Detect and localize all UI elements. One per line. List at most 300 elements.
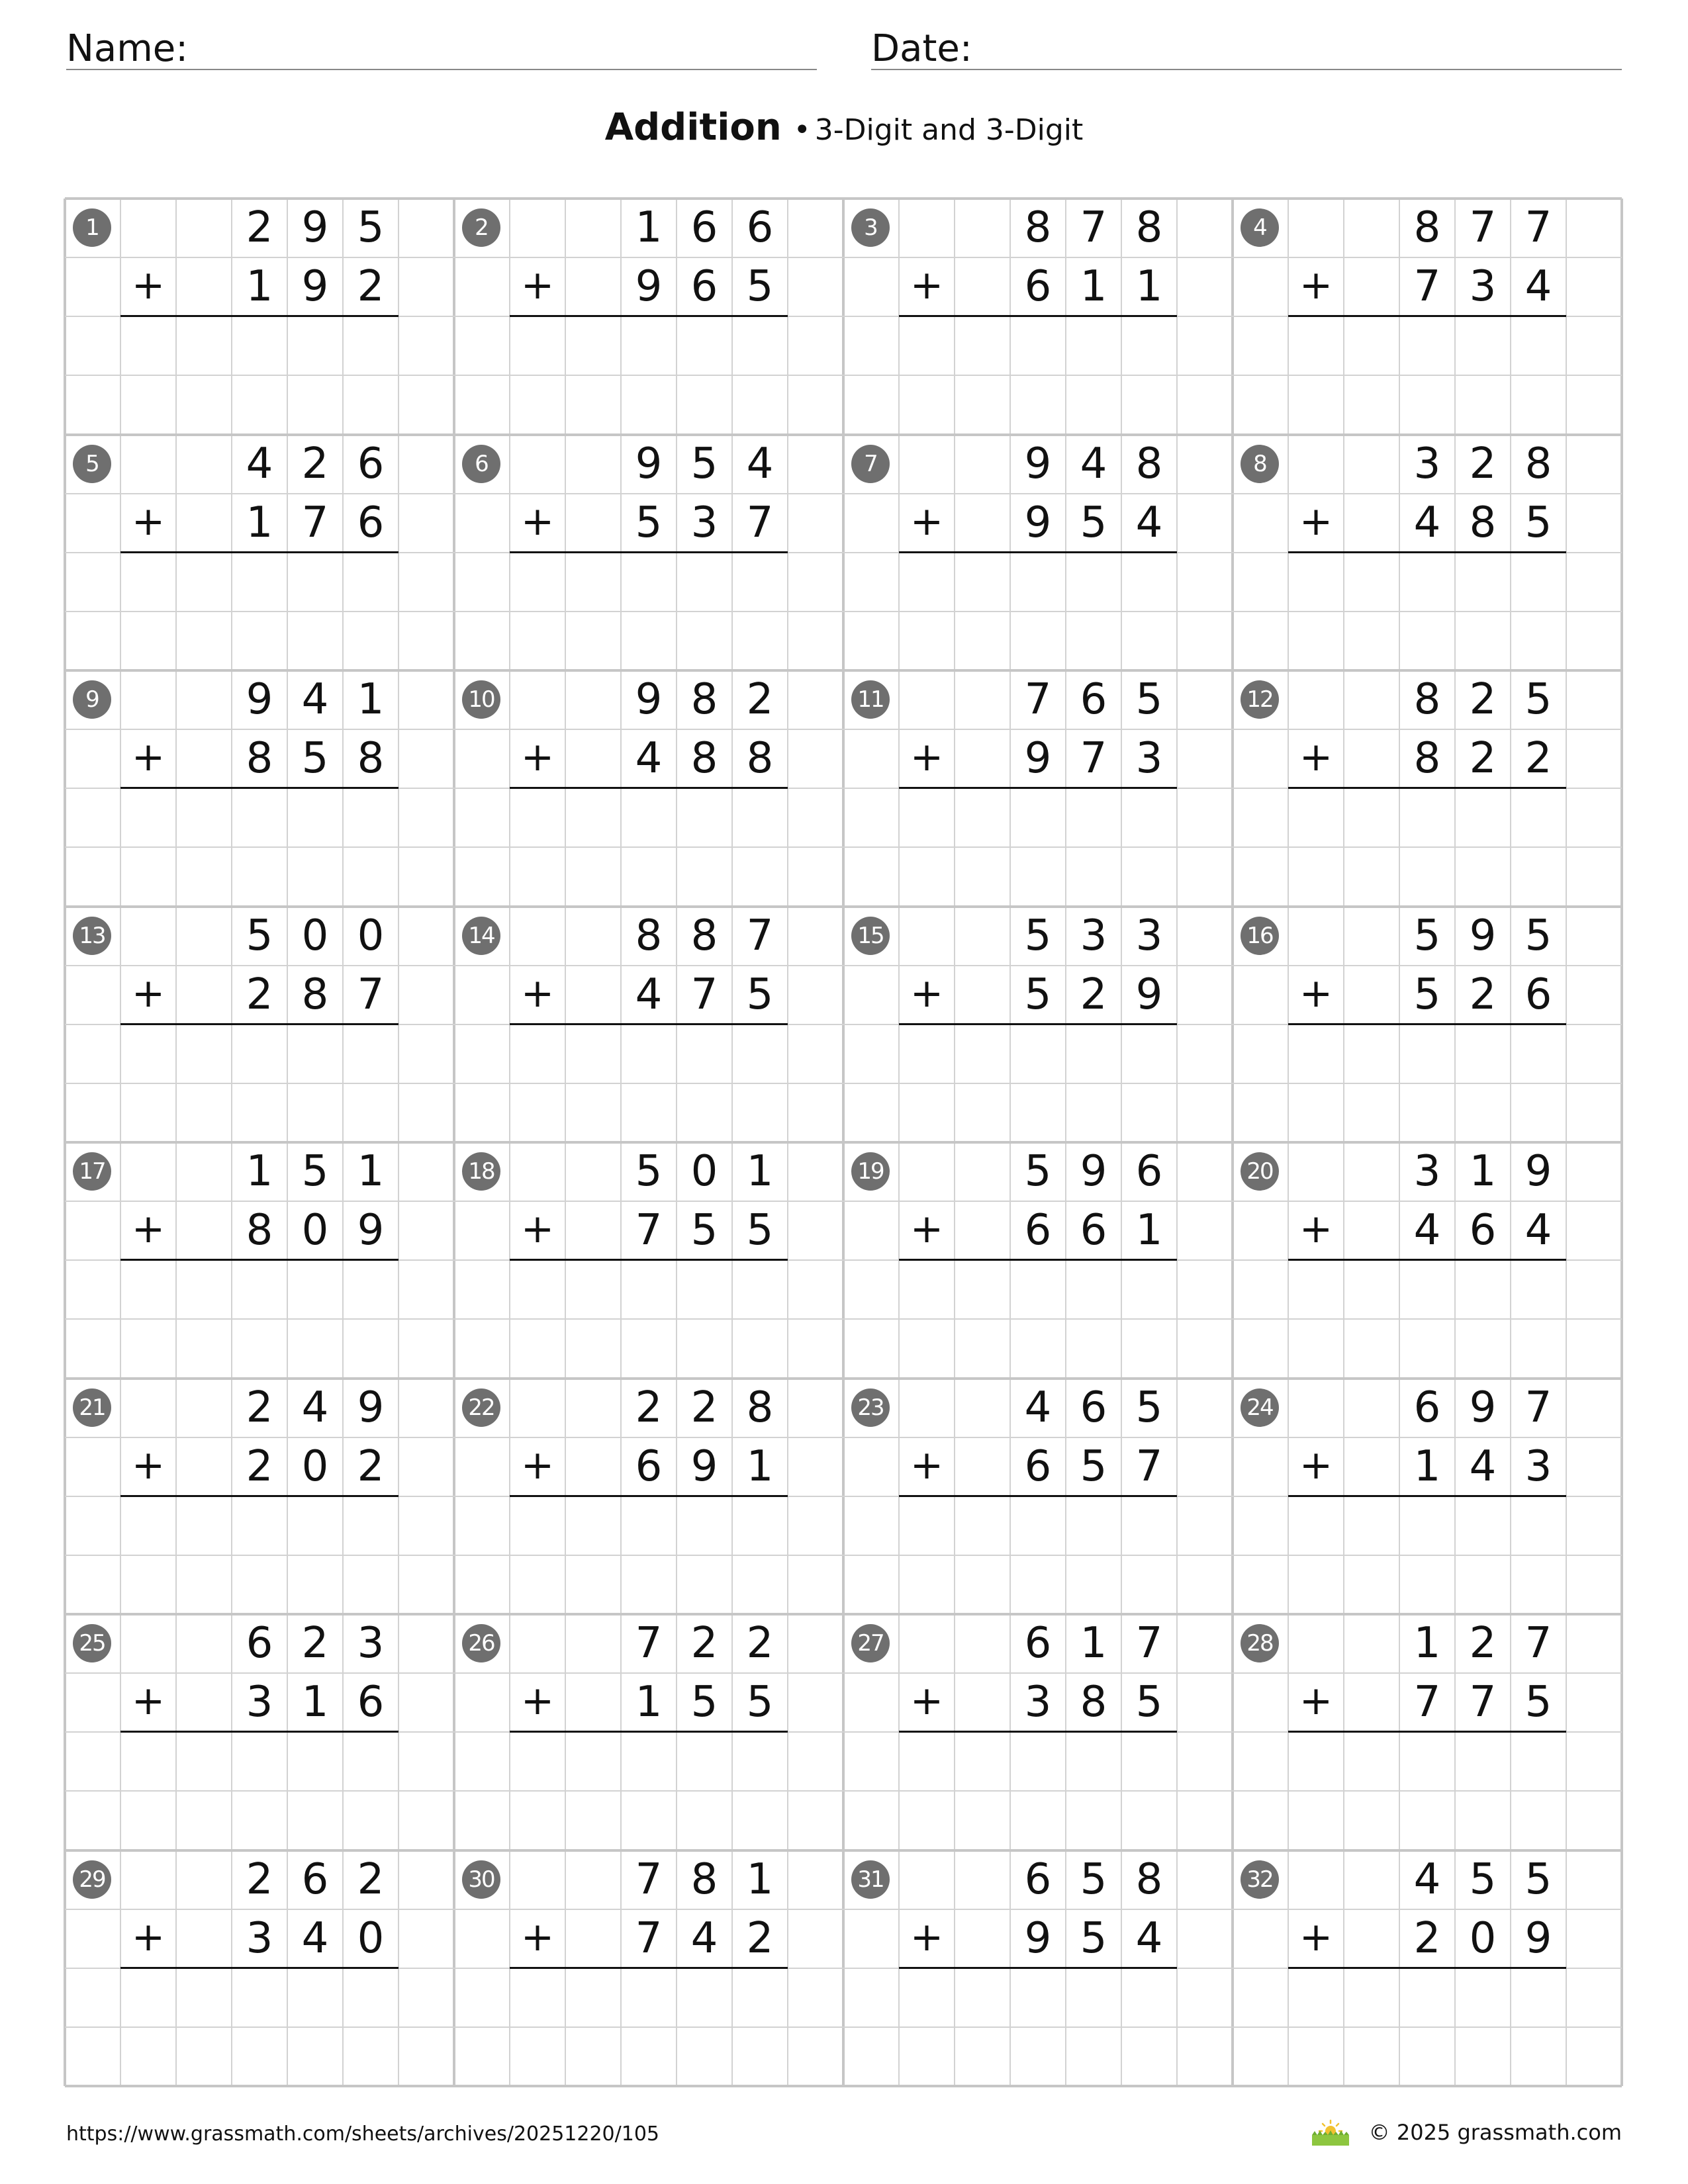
addend-bottom-digit: 5 (746, 1678, 774, 1727)
addend-top-digit: 5 (690, 439, 718, 488)
addend-top-digit: 2 (246, 203, 273, 252)
addend-bottom-digit: 5 (1080, 1913, 1107, 1963)
plus-sign: + (520, 1678, 555, 1725)
addend-top-digit: 9 (1080, 1147, 1107, 1196)
addend-bottom-digit: 8 (357, 734, 385, 784)
problem-number-badge: 5 (73, 445, 111, 483)
addend-top-digit: 9 (301, 203, 329, 252)
addend-bottom-digit: 9 (357, 1206, 385, 1255)
footer-brand (1309, 2118, 1622, 2147)
addend-top-digit: 5 (1524, 1854, 1552, 1904)
answer-area[interactable] (899, 1732, 1177, 1850)
addend-bottom-digit: 5 (1524, 1678, 1552, 1727)
grass-sun-logo-icon (1309, 2118, 1352, 2147)
answer-area[interactable] (120, 316, 399, 434)
addend-top-digit: 4 (301, 1383, 329, 1432)
addend-top-digit: 2 (301, 439, 329, 488)
answer-area[interactable] (899, 1496, 1177, 1614)
addend-top-digit: 5 (1469, 1854, 1497, 1904)
addend-top-digit: 7 (635, 1619, 663, 1668)
addend-bottom-digit: 6 (1024, 1206, 1052, 1255)
problem-29 (65, 1850, 454, 2087)
addend-bottom-digit: 4 (635, 970, 663, 1019)
addend-top-digit: 2 (635, 1383, 663, 1432)
addend-top-digit: 8 (1135, 203, 1163, 252)
addend-bottom-digit: 3 (1135, 734, 1163, 784)
name-label: Name: (66, 27, 189, 70)
problem-9 (65, 670, 454, 907)
addend-top-digit: 7 (1135, 1619, 1163, 1668)
plus-sign: + (1299, 970, 1333, 1017)
problem-16 (1233, 907, 1622, 1143)
addend-top-digit: 6 (246, 1619, 273, 1668)
addend-top-digit: 5 (1413, 911, 1441, 960)
answer-area[interactable] (1288, 1260, 1566, 1378)
addend-top-digit: 6 (1080, 1383, 1107, 1432)
addend-bottom-digit: 5 (746, 970, 774, 1019)
problem-18 (454, 1142, 843, 1379)
addend-bottom-digit: 1 (1135, 262, 1163, 312)
answer-area[interactable] (510, 1496, 788, 1614)
answer-area[interactable] (510, 788, 788, 906)
addend-top-digit: 8 (746, 1383, 774, 1432)
plus-sign: + (131, 262, 165, 309)
problem-number-badge: 18 (462, 1152, 500, 1191)
answer-area[interactable] (120, 1968, 399, 2086)
problem-13 (65, 907, 454, 1143)
addend-bottom-digit: 2 (1413, 1913, 1441, 1963)
addend-top-digit: 6 (357, 439, 385, 488)
addend-bottom-digit: 9 (690, 1441, 718, 1491)
addend-bottom-digit: 4 (690, 1913, 718, 1963)
addend-bottom-digit: 1 (1080, 262, 1107, 312)
addend-bottom-digit: 6 (1524, 970, 1552, 1019)
addend-bottom-digit: 2 (1080, 970, 1107, 1019)
addend-top-digit: 9 (1524, 1147, 1552, 1196)
addend-bottom-digit: 4 (1524, 1206, 1552, 1255)
addend-top-digit: 7 (1469, 203, 1497, 252)
addend-top-digit: 5 (1024, 911, 1052, 960)
addend-top-digit: 1 (357, 675, 385, 724)
addend-top-digit: 8 (690, 1854, 718, 1904)
answer-area[interactable] (120, 1496, 399, 1614)
plus-sign: + (131, 1206, 165, 1253)
problem-number-badge: 1 (73, 208, 111, 247)
addend-top-digit: 8 (635, 911, 663, 960)
addend-bottom-digit: 6 (1024, 1441, 1052, 1491)
problem-number-badge: 16 (1241, 917, 1279, 955)
answer-area[interactable] (1288, 1968, 1566, 2086)
addend-top-digit: 5 (635, 1147, 663, 1196)
plus-sign: + (910, 262, 944, 309)
problem-32 (1233, 1850, 1622, 2087)
plus-sign: + (910, 498, 944, 545)
plus-sign: + (520, 1913, 555, 1960)
plus-sign: + (910, 1678, 944, 1725)
problem-number-badge: 3 (851, 208, 890, 247)
addend-top-digit: 3 (1413, 439, 1441, 488)
problem-1 (65, 199, 454, 435)
addend-bottom-digit: 8 (246, 734, 273, 784)
addend-bottom-digit: 5 (1524, 498, 1552, 547)
addend-top-digit: 2 (1469, 1619, 1497, 1668)
addend-bottom-digit: 9 (1024, 734, 1052, 784)
addend-bottom-digit: 0 (301, 1206, 329, 1255)
addend-bottom-digit: 2 (357, 1441, 385, 1491)
problem-4 (1233, 199, 1622, 435)
addend-top-digit: 6 (1024, 1619, 1052, 1668)
problem-number-badge: 23 (851, 1388, 890, 1427)
problem-5 (65, 435, 454, 671)
answer-area[interactable] (899, 788, 1177, 906)
addend-bottom-digit: 9 (1524, 1913, 1552, 1963)
addend-top-digit: 9 (357, 1383, 385, 1432)
plus-sign: + (910, 734, 944, 781)
problem-number-badge: 31 (851, 1860, 890, 1899)
addend-bottom-digit: 6 (1469, 1206, 1497, 1255)
addend-top-digit: 2 (246, 1383, 273, 1432)
answer-area[interactable] (1288, 316, 1566, 434)
addend-top-digit: 3 (357, 1619, 385, 1668)
addend-bottom-digit: 2 (746, 1913, 774, 1963)
addend-top-digit: 8 (1413, 675, 1441, 724)
problem-10 (454, 670, 843, 907)
addend-bottom-digit: 7 (690, 970, 718, 1019)
addend-top-digit: 7 (1024, 675, 1052, 724)
addend-bottom-digit: 2 (1469, 734, 1497, 784)
plus-sign: + (1299, 1206, 1333, 1253)
answer-area[interactable] (899, 1260, 1177, 1378)
addend-top-digit: 0 (357, 911, 385, 960)
addend-top-digit: 3 (1080, 911, 1107, 960)
addend-bottom-digit: 4 (1135, 498, 1163, 547)
plus-sign: + (1299, 498, 1333, 545)
addend-top-digit: 8 (1024, 203, 1052, 252)
problem-28 (1233, 1614, 1622, 1850)
addend-top-digit: 5 (301, 1147, 329, 1196)
answer-area[interactable] (510, 1260, 788, 1378)
plus-sign: + (1299, 262, 1333, 309)
problem-31 (843, 1850, 1233, 2087)
problem-number-badge: 32 (1241, 1860, 1279, 1899)
problem-grid (65, 199, 1622, 2086)
addend-top-digit: 5 (1135, 675, 1163, 724)
problem-17 (65, 1142, 454, 1379)
problem-number-badge: 20 (1241, 1152, 1279, 1191)
addend-bottom-digit: 4 (1135, 1913, 1163, 1963)
addend-bottom-digit: 7 (746, 498, 774, 547)
addend-top-digit: 5 (1135, 1383, 1163, 1432)
problem-number-badge: 9 (73, 680, 111, 719)
addend-top-digit: 1 (1413, 1619, 1441, 1668)
answer-area[interactable] (1288, 553, 1566, 670)
addend-bottom-digit: 6 (357, 498, 385, 547)
addend-top-digit: 2 (746, 675, 774, 724)
addend-bottom-digit: 4 (1413, 1206, 1441, 1255)
addend-bottom-digit: 5 (690, 1678, 718, 1727)
addend-bottom-digit: 3 (1524, 1441, 1552, 1491)
addend-bottom-digit: 2 (246, 970, 273, 1019)
addend-top-digit: 0 (301, 911, 329, 960)
problem-number-badge: 17 (73, 1152, 111, 1191)
addend-top-digit: 7 (1524, 1619, 1552, 1668)
addend-bottom-digit: 4 (1413, 498, 1441, 547)
addend-top-digit: 6 (1080, 675, 1107, 724)
title-subtitle: 3-Digit and 3-Digit (814, 113, 1084, 147)
addend-top-digit: 2 (246, 1854, 273, 1904)
problem-number-badge: 30 (462, 1860, 500, 1899)
problem-15 (843, 907, 1233, 1143)
addend-bottom-digit: 8 (746, 734, 774, 784)
addend-top-digit: 2 (301, 1619, 329, 1668)
addend-bottom-digit: 7 (1135, 1441, 1163, 1491)
addend-bottom-digit: 5 (1135, 1678, 1163, 1727)
addend-top-digit: 2 (1469, 675, 1497, 724)
addend-bottom-digit: 1 (301, 1678, 329, 1727)
footer-url[interactable]: https://www.grassmath.com/sheets/archives/20251220/105 (66, 2122, 660, 2146)
answer-area[interactable] (899, 553, 1177, 670)
addend-bottom-digit: 4 (1469, 1441, 1497, 1491)
addend-bottom-digit: 3 (246, 1678, 273, 1727)
answer-area[interactable] (120, 1732, 399, 1850)
plus-sign: + (131, 1678, 165, 1725)
addend-top-digit: 9 (246, 675, 273, 724)
addend-bottom-digit: 0 (357, 1913, 385, 1963)
addend-bottom-digit: 7 (635, 1913, 663, 1963)
answer-area[interactable] (1288, 1732, 1566, 1850)
plus-sign: + (1299, 1441, 1333, 1488)
plus-sign: + (520, 1206, 555, 1253)
footer-copyright: © 2025 grassmath.com (1368, 2120, 1622, 2145)
addend-top-digit: 5 (1024, 1147, 1052, 1196)
answer-area[interactable] (120, 1260, 399, 1378)
date-label: Date: (871, 27, 972, 70)
addend-top-digit: 6 (1413, 1383, 1441, 1432)
addend-top-digit: 4 (1413, 1854, 1441, 1904)
addend-bottom-digit: 8 (1080, 1678, 1107, 1727)
problem-23 (843, 1379, 1233, 1615)
addend-top-digit: 6 (1135, 1147, 1163, 1196)
answer-area[interactable] (510, 1968, 788, 2086)
problem-number-badge: 14 (462, 917, 500, 955)
addend-bottom-digit: 7 (357, 970, 385, 1019)
problem-number-badge: 21 (73, 1388, 111, 1427)
addend-top-digit: 7 (1524, 1383, 1552, 1432)
plus-sign: + (520, 1441, 555, 1488)
addend-top-digit: 9 (1024, 439, 1052, 488)
addend-bottom-digit: 6 (690, 262, 718, 312)
addend-top-digit: 1 (357, 1147, 385, 1196)
addend-bottom-digit: 1 (635, 1678, 663, 1727)
answer-area[interactable] (510, 1024, 788, 1142)
addend-top-digit: 5 (357, 203, 385, 252)
addend-top-digit: 1 (1469, 1147, 1497, 1196)
addend-top-digit: 1 (746, 1854, 774, 1904)
answer-area[interactable] (120, 1024, 399, 1142)
problem-12 (1233, 670, 1622, 907)
problem-number-badge: 2 (462, 208, 500, 247)
answer-area[interactable] (120, 553, 399, 670)
addend-top-digit: 8 (1524, 439, 1552, 488)
addend-bottom-digit: 6 (1080, 1206, 1107, 1255)
addend-top-digit: 4 (746, 439, 774, 488)
answer-area[interactable] (899, 316, 1177, 434)
addend-top-digit: 8 (690, 675, 718, 724)
plus-sign: + (910, 1913, 944, 1960)
answer-area[interactable] (899, 1024, 1177, 1142)
addend-bottom-digit: 5 (746, 1206, 774, 1255)
plus-sign: + (1299, 1678, 1333, 1725)
addend-bottom-digit: 8 (246, 1206, 273, 1255)
title-separator: • (793, 113, 811, 147)
addend-bottom-digit: 5 (1024, 970, 1052, 1019)
answer-area[interactable] (1288, 1496, 1566, 1614)
addend-top-digit: 5 (246, 911, 273, 960)
addend-bottom-digit: 6 (357, 1678, 385, 1727)
addend-top-digit: 0 (690, 1147, 718, 1196)
addend-top-digit: 9 (635, 439, 663, 488)
addend-top-digit: 7 (635, 1854, 663, 1904)
problem-number-badge: 22 (462, 1388, 500, 1427)
problem-14 (454, 907, 843, 1143)
answer-area[interactable] (899, 1968, 1177, 2086)
problem-number-badge: 8 (1241, 445, 1279, 483)
problem-22 (454, 1379, 843, 1615)
addend-bottom-digit: 8 (690, 734, 718, 784)
plus-sign: + (910, 970, 944, 1017)
addend-bottom-digit: 5 (1413, 970, 1441, 1019)
addend-bottom-digit: 3 (246, 1913, 273, 1963)
addend-bottom-digit: 5 (301, 734, 329, 784)
addend-bottom-digit: 1 (1413, 1441, 1441, 1491)
addend-bottom-digit: 8 (1413, 734, 1441, 784)
addend-bottom-digit: 0 (1469, 1913, 1497, 1963)
addend-top-digit: 3 (1413, 1147, 1441, 1196)
addend-top-digit: 9 (1469, 1383, 1497, 1432)
addend-top-digit: 4 (1024, 1383, 1052, 1432)
addend-top-digit: 2 (357, 1854, 385, 1904)
addend-top-digit: 5 (1524, 675, 1552, 724)
addend-bottom-digit: 9 (1024, 1913, 1052, 1963)
name-field[interactable] (66, 25, 817, 70)
addend-bottom-digit: 0 (301, 1441, 329, 1491)
plus-sign: + (1299, 1913, 1333, 1960)
addend-bottom-digit: 5 (746, 262, 774, 312)
problem-number-badge: 6 (462, 445, 500, 483)
problem-number-badge: 13 (73, 917, 111, 955)
problem-number-badge: 15 (851, 917, 890, 955)
answer-area[interactable] (120, 788, 399, 906)
problem-3 (843, 199, 1233, 435)
problem-number-badge: 24 (1241, 1388, 1279, 1427)
addend-top-digit: 3 (1135, 911, 1163, 960)
addend-top-digit: 8 (690, 911, 718, 960)
answer-area[interactable] (510, 553, 788, 670)
answer-area[interactable] (510, 1732, 788, 1850)
title-main: Addition (604, 106, 782, 149)
problem-2 (454, 199, 843, 435)
plus-sign: + (520, 734, 555, 781)
addend-top-digit: 9 (635, 675, 663, 724)
worksheet-title (0, 106, 1688, 149)
addend-bottom-digit: 2 (1469, 970, 1497, 1019)
addend-bottom-digit: 7 (1413, 262, 1441, 312)
addend-bottom-digit: 5 (635, 498, 663, 547)
addend-bottom-digit: 9 (635, 262, 663, 312)
addend-top-digit: 6 (1024, 1854, 1052, 1904)
addend-top-digit: 2 (1469, 439, 1497, 488)
addend-top-digit: 1 (746, 1147, 774, 1196)
addend-top-digit: 5 (1080, 1854, 1107, 1904)
addend-bottom-digit: 3 (1469, 262, 1497, 312)
plus-sign: + (910, 1441, 944, 1488)
addend-top-digit: 8 (1413, 203, 1441, 252)
plus-sign: + (131, 498, 165, 545)
date-field[interactable] (871, 25, 1622, 70)
problem-number-badge: 26 (462, 1624, 500, 1662)
problem-20 (1233, 1142, 1622, 1379)
problem-number-badge: 12 (1241, 680, 1279, 719)
addend-top-digit: 1 (635, 203, 663, 252)
addend-bottom-digit: 6 (1024, 262, 1052, 312)
problem-number-badge: 10 (462, 680, 500, 719)
plus-sign: + (131, 970, 165, 1017)
addend-bottom-digit: 7 (301, 498, 329, 547)
problem-number-badge: 11 (851, 680, 890, 719)
problem-7 (843, 435, 1233, 671)
addend-bottom-digit: 9 (301, 262, 329, 312)
addend-bottom-digit: 8 (1469, 498, 1497, 547)
problem-number-badge: 4 (1241, 208, 1279, 247)
problem-number-badge: 27 (851, 1624, 890, 1662)
addend-top-digit: 7 (1524, 203, 1552, 252)
problem-21 (65, 1379, 454, 1615)
addend-top-digit: 7 (746, 911, 774, 960)
addend-top-digit: 4 (301, 675, 329, 724)
addend-bottom-digit: 7 (635, 1206, 663, 1255)
addend-top-digit: 1 (1080, 1619, 1107, 1668)
addend-top-digit: 7 (1080, 203, 1107, 252)
addend-bottom-digit: 3 (1024, 1678, 1052, 1727)
problem-number-badge: 28 (1241, 1624, 1279, 1662)
answer-area[interactable] (1288, 788, 1566, 906)
addend-bottom-digit: 5 (1080, 1441, 1107, 1491)
answer-area[interactable] (510, 316, 788, 434)
answer-area[interactable] (1288, 1024, 1566, 1142)
addend-bottom-digit: 4 (301, 1913, 329, 1963)
problem-11 (843, 670, 1233, 907)
addend-top-digit: 2 (690, 1383, 718, 1432)
addend-top-digit: 8 (1135, 439, 1163, 488)
plus-sign: + (131, 1441, 165, 1488)
problem-8 (1233, 435, 1622, 671)
addend-top-digit: 2 (746, 1619, 774, 1668)
addend-top-digit: 6 (301, 1854, 329, 1904)
addend-bottom-digit: 4 (635, 734, 663, 784)
addend-bottom-digit: 9 (1135, 970, 1163, 1019)
problem-30 (454, 1850, 843, 2087)
addend-bottom-digit: 5 (1080, 498, 1107, 547)
plus-sign: + (520, 498, 555, 545)
plus-sign: + (131, 734, 165, 781)
addend-bottom-digit: 1 (246, 498, 273, 547)
addend-bottom-digit: 2 (246, 1441, 273, 1491)
problem-26 (454, 1614, 843, 1850)
addend-bottom-digit: 8 (301, 970, 329, 1019)
addend-bottom-digit: 5 (690, 1206, 718, 1255)
addend-bottom-digit: 3 (690, 498, 718, 547)
addend-bottom-digit: 4 (1524, 262, 1552, 312)
